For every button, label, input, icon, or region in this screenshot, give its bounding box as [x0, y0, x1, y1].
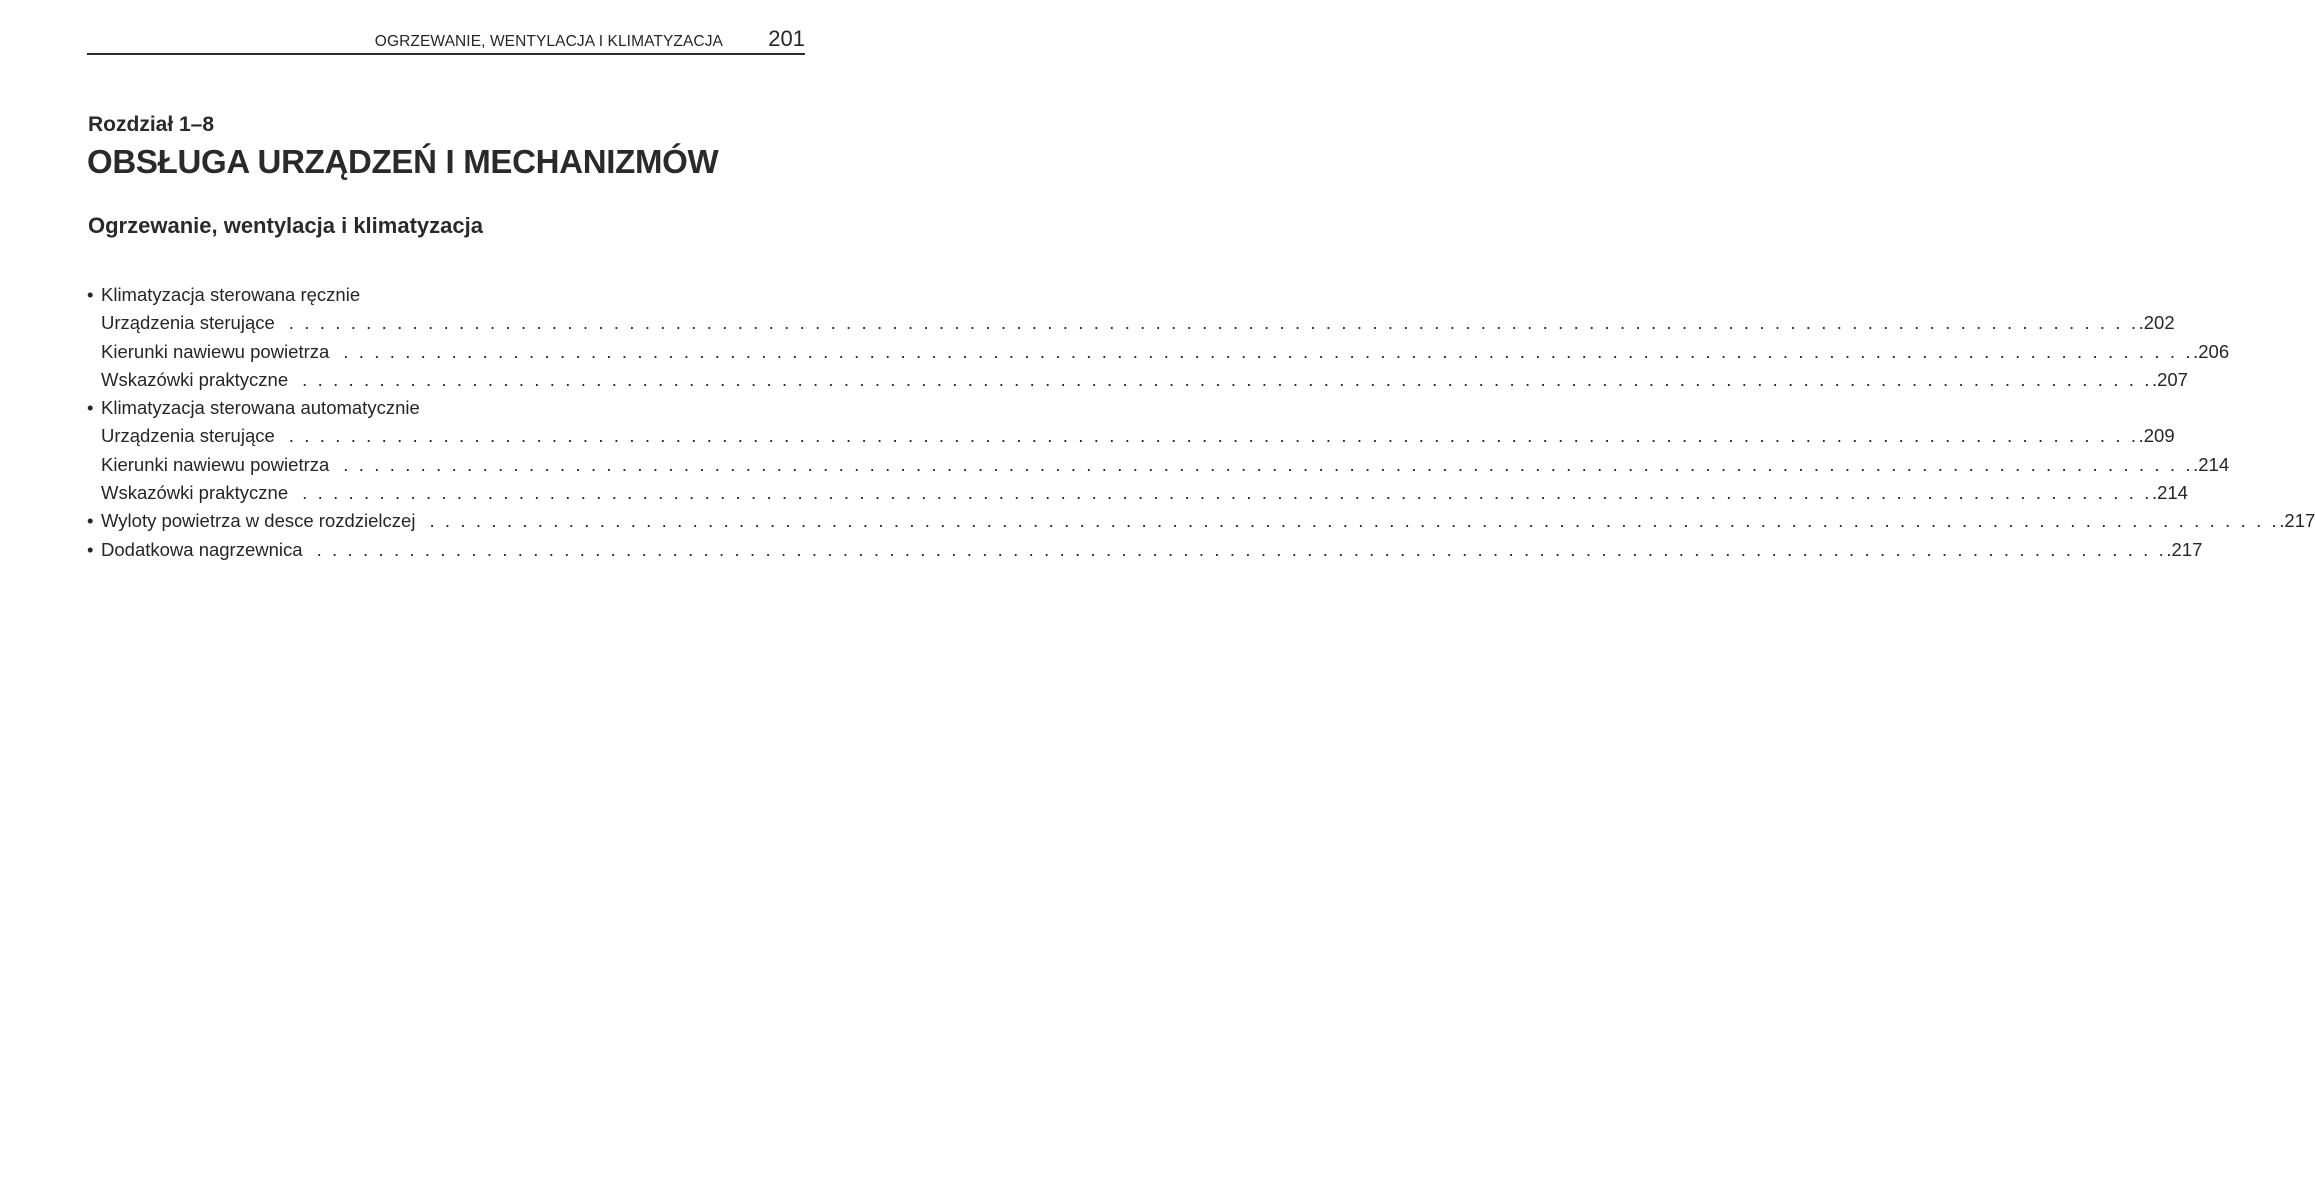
toc-entry	[87, 536, 2203, 564]
toc-entry	[87, 479, 2188, 507]
dot-leader: . . . . . . . . . . . . . . . . . . . . . . . . . . . . . . . . . . . . . . . . . . . . . . . . . . . . . . . . . . . . . . . . . . . . . . . . . . . . . . . . . . . . . . . . . . . . . . . . . . . . . . . . . . . . . . . . . . . . . . . .	[288, 312, 2139, 334]
running-header-section: OGRZEWANIE, WENTYLACJA I KLIMATYZACJA	[374, 33, 723, 50]
dot-leader: . . . . . . . . . . . . . . . . . . . . . . . . . . . . . . . . . . . . . . . . . . . . . . . . . . . . . . . . . . . . . . . . . . . . . . . . . . . . . . . . . . . . . . . . . . . . . . . . . . . . . . . . . . . . . . . . . . . . . . . .	[343, 453, 2194, 475]
toc-entry-page: .214	[2193, 453, 2230, 475]
toc-entry-page: .214	[2151, 482, 2188, 504]
toc-entry-page: .202	[2138, 312, 2175, 334]
toc-entry	[87, 366, 2188, 394]
toc-entry-label: Urządzenia sterujące	[101, 425, 275, 447]
toc-entry	[87, 394, 763, 422]
chapter-label: Rozdział 1–8	[88, 113, 215, 136]
bullet-icon: •	[87, 538, 94, 560]
toc-entry-label: Wskazówki praktyczne	[101, 368, 289, 390]
dot-leader: . . . . . . . . . . . . . . . . . . . . . . . . . . . . . . . . . . . . . . . . . . . . . . . . . . . . . . . . . . . . . . . . . . . . . . . . . . . . . . . . . . . . . . . . . . . . . . . . . . . . . . . . . . . . . . . . . . . . . . . .	[343, 340, 2194, 362]
dot-leader: . . . . . . . . . . . . . . . . . . . . . . . . . . . . . . . . . . . . . . . . . . . . . . . . . . . . . . . . . . . . . . . . . . . . . . . . . . . . . . . . . . . . . . . . . . . . . . . . . . . . . . . . . . . . . . . . . . . . . . . .	[288, 425, 2139, 447]
toc-entry-label: Wyloty powietrza w desce rozdzielczej	[101, 510, 416, 532]
toc-entry-label: Wskazówki praktyczne	[101, 482, 289, 504]
dot-leader: . . . . . . . . . . . . . . . . . . . . . . . . . . . . . . . . . . . . . . . . . . . . . . . . . . . . . . . . . . . . . . . . . . . . . . . . . . . . . . . . . . . . . . . . . . . . . . . . . . . . . . . . . . . . . . . . . . . . . . . .	[429, 510, 2280, 532]
toc-entry-page: .217	[2279, 510, 2315, 532]
dot-leader: . . . . . . . . . . . . . . . . . . . . . . . . . . . . . . . . . . . . . . . . . . . . . . . . . . . . . . . . . . . . . . . . . . . . . . . . . . . . . . . . . . . . . . . . . . . . . . . . . . . . . . . . . . . . . . . . . . . . . . . .	[302, 482, 2152, 504]
running-header	[87, 27, 805, 55]
toc-entry-label: Klimatyzacja sterowana ręcznie	[101, 284, 361, 305]
toc-entry	[87, 309, 2175, 337]
toc-entry	[87, 451, 2230, 479]
toc-entry-label: Dodatkowa nagrzewnica	[101, 538, 303, 560]
toc-entry-label: Kierunki nawiewu powietrza	[101, 453, 330, 475]
toc-entry-page: .206	[2193, 340, 2230, 362]
bullet-icon: •	[87, 397, 94, 419]
page-number: 201	[768, 26, 805, 51]
table-of-contents	[87, 281, 2315, 564]
section-title: Ogrzewanie, wentylacja i klimatyzacja	[88, 213, 483, 238]
dot-leader: . . . . . . . . . . . . . . . . . . . . . . . . . . . . . . . . . . . . . . . . . . . . . . . . . . . . . . . . . . . . . . . . . . . . . . . . . . . . . . . . . . . . . . . . . . . . . . . . . . . . . . . . . . . . . . . . . . . . . . . .	[302, 368, 2152, 390]
toc-entry-page: .217	[2166, 538, 2203, 560]
dot-leader: . . . . . . . . . . . . . . . . . . . . . . . . . . . . . . . . . . . . . . . . . . . . . . . . . . . . . . . . . . . . . . . . . . . . . . . . . . . . . . . . . . . . . . . . . . . . . . . . . . . . . . . . . . . . . . . . . . . . . . . .	[316, 538, 2167, 560]
toc-entry-page: .207	[2151, 368, 2188, 390]
bullet-icon: •	[87, 284, 94, 305]
toc-entry	[87, 507, 2315, 535]
bullet-icon: •	[87, 510, 94, 532]
toc-entry-label: Kierunki nawiewu powietrza	[101, 340, 330, 362]
toc-entry-label: Urządzenia sterujące	[101, 312, 275, 334]
toc-entry-page: .209	[2138, 425, 2175, 447]
chapter-title: OBSŁUGA URZĄDZEŃ I MECHANIZMÓW	[87, 143, 719, 180]
toc-entry	[87, 338, 2230, 366]
toc-entry-label: Klimatyzacja sterowana automatycznie	[101, 397, 420, 419]
toc-entry	[87, 281, 763, 309]
toc-entry	[87, 422, 2175, 450]
